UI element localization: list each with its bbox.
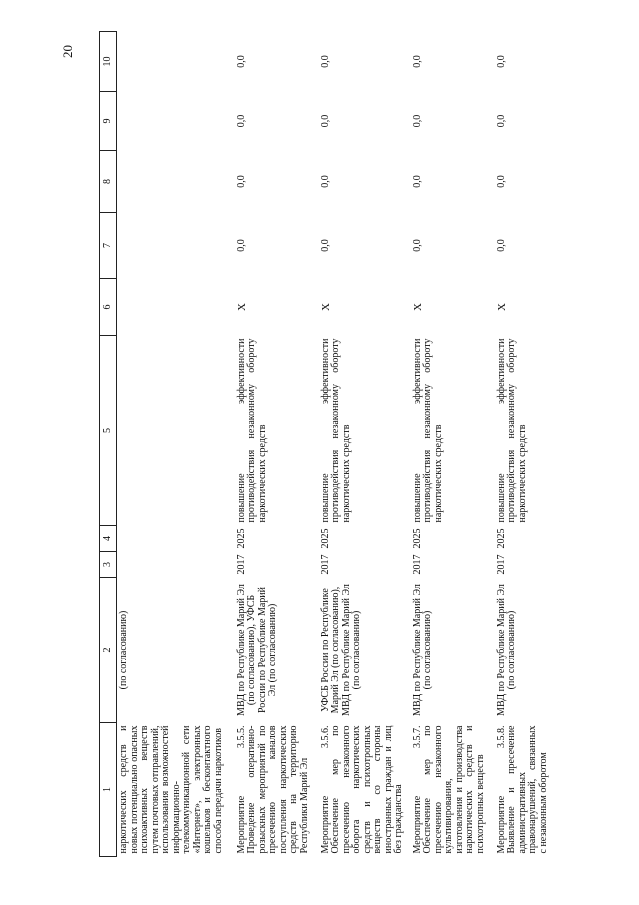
program-events-table [99,31,555,857]
col6-cell: X [235,303,248,311]
start-year-cell: 2017 [495,554,507,575]
col6-cell: X [411,303,424,311]
value-cell [117,32,235,92]
event-cell: Мероприятие 3.5.6. Обеспечение мер по пресечению незаконного оборота наркотических средств и психотропных веществ со стороны иностранных граждан и лиц без гражданства [319,725,404,854]
value-cell [117,92,235,151]
header-cell: 9 [100,92,117,151]
value-cell: 0,0 [411,175,423,188]
result-cell: повышение эффективности противодействия незаконному обороту наркотических средств [319,338,352,523]
table-row [235,32,319,857]
header-cell: 8 [100,151,117,213]
value-cell: 0,0 [235,239,247,252]
end-year-cell: 2025 [411,528,423,549]
page-number: 20 [60,45,75,58]
header-cell: 10 [100,32,117,92]
end-year-cell: 2025 [235,528,247,549]
col6-cell: X [319,303,332,311]
value-cell: 0,0 [411,55,423,68]
header-cell: 1 [100,723,117,857]
value-cell: 0,0 [319,175,331,188]
start-year-cell: 2017 [411,554,423,575]
header-cell: 2 [100,578,117,723]
executor-cell: (по согласованию) [118,610,129,690]
result-cell: повышение эффективности противодействия незаконному обороту наркотических средств [411,338,444,523]
table-header-row [100,32,117,857]
end-year-cell: 2025 [495,528,507,549]
value-cell [117,213,235,279]
end-year-cell [117,526,235,552]
event-cell: Мероприятие 3.5.7. Обеспечение мер по пресечению незаконного культивирования, изготовления и производства наркотических средств и психотропных веществ [411,725,486,854]
executor-cell: МВД по Республике Марий Эл (по согласованию), УФСБ России по Республике Марий Эл (по согласованию) [235,584,278,716]
col6-cell [117,279,235,336]
value-cell: 0,0 [235,175,247,188]
header-cell: 6 [100,279,117,336]
value-cell: 0,0 [495,175,507,188]
header-cell: 3 [100,552,117,578]
executor-cell: УФСБ России по Республике Марий Эл (по согласованию), МВД по Республике Марий Эл (по согласованию) [319,584,362,716]
executor-cell: МВД по Республике Марий Эл (по согласованию) [495,584,517,716]
header-cell: 4 [100,526,117,552]
col6-cell: X [495,303,508,311]
value-cell: 0,0 [495,239,507,252]
start-year-cell: 2017 [235,554,247,575]
result-cell: повышение эффективности противодействия незаконному обороту наркотических средств [495,338,528,523]
event-cell: Мероприятие 3.5.5. Проведение оперативно-розыскных мероприятий по пресечению каналов поступления наркотических средств на территорию Республики Марий Эл [235,725,310,854]
end-year-cell: 2025 [319,528,331,549]
value-cell: 0,0 [235,55,247,68]
table-row [319,32,411,857]
start-year-cell: 2017 [319,554,331,575]
header-cell: 7 [100,213,117,279]
result-cell [117,336,235,526]
executor-cell: МВД по Республике Марий Эл (по согласованию) [411,584,433,716]
value-cell: 0,0 [319,239,331,252]
value-cell: 0,0 [319,114,331,128]
header-cell: 5 [100,336,117,526]
value-cell: 0,0 [411,114,423,128]
value-cell: 0,0 [235,114,247,128]
value-cell: 0,0 [495,114,507,128]
result-cell: повышение эффективности противодействия незаконному обороту наркотических средств [235,338,268,523]
start-year-cell [117,552,235,578]
value-cell: 0,0 [319,55,331,68]
table-row [117,32,235,857]
table-row [411,32,495,857]
value-cell [117,151,235,213]
value-cell: 0,0 [411,239,423,252]
event-cell: наркотических средств и новых потенциально опасных психоактивных веществ путем почтовых отправлений, использования возможностей информационно-телекоммуникационной сети «Интернет», электронных кошельков и бесконтактного способа передачи наркотиков [118,725,224,854]
event-cell: Мероприятие 3.5.8. Выявление и пресечение административных правонарушений, связанных с незаконным оборотом [495,725,549,854]
table-row [495,32,556,857]
value-cell: 0,0 [495,55,507,68]
